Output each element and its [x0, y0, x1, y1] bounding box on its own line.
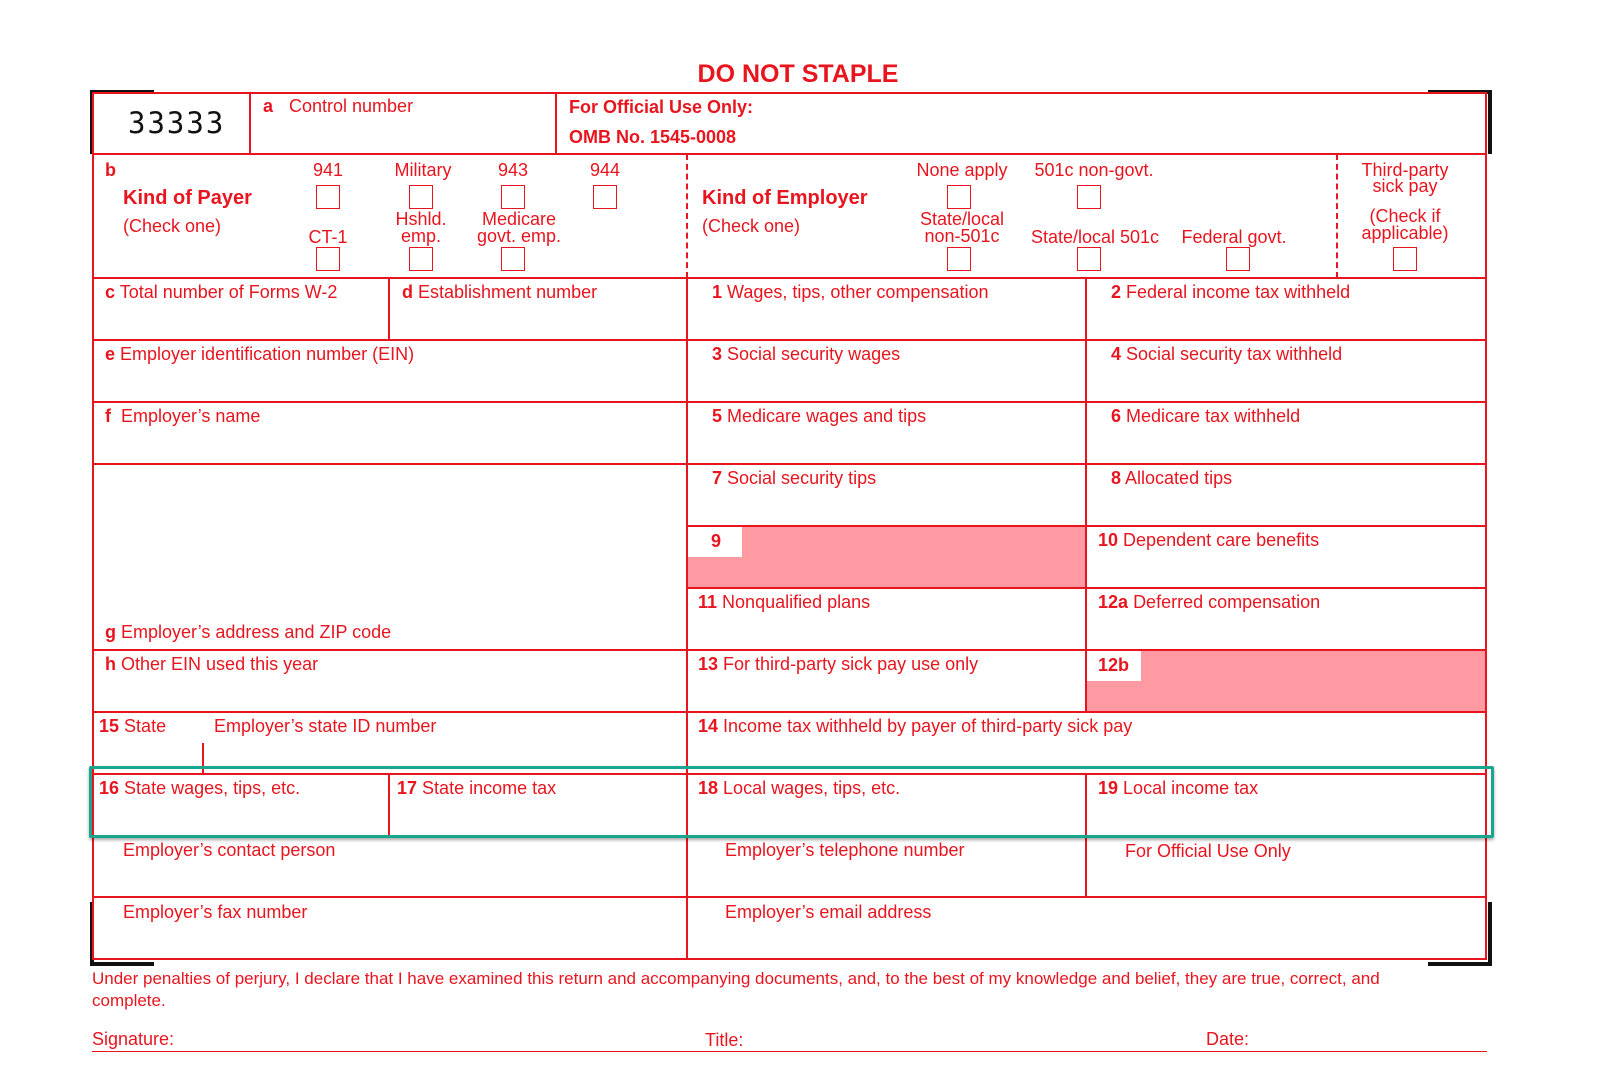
control-letter: a	[263, 96, 274, 116]
payer-hshld-label-1: Hshld.	[395, 209, 447, 229]
box-d-label: d Establishment number	[402, 282, 598, 302]
employer-kind-title: Kind of Employer	[702, 187, 868, 209]
box-h-label: h Other EIN used this year	[105, 654, 319, 674]
employer-none-apply-label: None apply	[916, 160, 1008, 180]
box-h-field[interactable]	[94, 677, 684, 709]
col-line-dashed	[686, 154, 688, 278]
checkbox-military[interactable]	[409, 185, 433, 209]
col-line	[1085, 277, 1087, 711]
checkbox-none-apply[interactable]	[947, 185, 971, 209]
checkbox-944[interactable]	[593, 185, 617, 209]
box-d-field[interactable]	[391, 305, 684, 337]
date-label: Date:	[1206, 1029, 1250, 1049]
row-line	[92, 463, 1487, 465]
fax-field[interactable]	[94, 926, 684, 956]
check-if-label-2: applicable)	[1361, 223, 1449, 243]
payer-letter: b	[105, 160, 116, 180]
title-field[interactable]	[748, 1028, 1188, 1050]
checkbox-state-local-non-501c[interactable]	[947, 247, 971, 271]
employer-501c-label: 501c non-govt.	[1034, 160, 1154, 180]
checkbox-medicare-govt[interactable]	[501, 247, 525, 271]
row-line	[92, 711, 1487, 713]
col-line	[686, 277, 688, 959]
frame-bottom	[92, 958, 1487, 960]
box-5-field[interactable]	[689, 429, 1083, 461]
payer-military-label: Military	[394, 160, 452, 180]
employer-state-local-501c-label: State/local 501c	[1030, 227, 1160, 247]
checkbox-ct1[interactable]	[316, 247, 340, 271]
box-c-label: c Total number of Forms W-2	[105, 282, 338, 302]
box-15-label: 15 State	[99, 716, 167, 736]
third-party-label-2: sick pay	[1372, 176, 1438, 196]
highlight-box	[89, 766, 1494, 838]
state-id-label: Employer’s state ID number	[214, 716, 437, 736]
checkbox-941[interactable]	[316, 185, 340, 209]
checkbox-501c-non-govt[interactable]	[1077, 185, 1101, 209]
box-5-label: 5 Medicare wages and tips	[712, 406, 927, 426]
box-1-label: 1 Wages, tips, other compensation	[712, 282, 989, 302]
payer-ct1-label: CT-1	[308, 227, 348, 247]
checkbox-hshld-emp[interactable]	[409, 247, 433, 271]
box-6-field[interactable]	[1088, 429, 1483, 461]
box-e-label: e Employer identification number (EIN)	[105, 344, 415, 364]
row-line	[92, 896, 1487, 898]
box-12a-label: 12a Deferred compensation	[1098, 592, 1321, 612]
email-label: Employer’s email address	[725, 902, 932, 922]
col-line	[388, 277, 390, 339]
payer-hshld-label-2: emp.	[400, 226, 442, 246]
signature-line	[92, 1051, 1487, 1052]
box-3-label: 3 Social security wages	[712, 344, 901, 364]
checkbox-state-local-501c[interactable]	[1077, 247, 1101, 271]
row-line	[92, 401, 1487, 403]
payer-medicare-label-2: govt. emp.	[476, 226, 562, 246]
box-1-field[interactable]	[689, 305, 1083, 337]
employer-kind-subtitle: (Check one)	[702, 216, 801, 236]
box-12b-number: 12b	[1098, 655, 1130, 675]
box-f-label: f Employer’s name	[105, 406, 261, 426]
checkbox-third-party-sick-pay[interactable]	[1393, 247, 1417, 271]
box-g-label: g Employer’s address and ZIP code	[105, 622, 392, 642]
employer-federal-label: Federal govt.	[1181, 227, 1287, 247]
third-party-label-1: Third-party	[1361, 160, 1449, 180]
row-line	[92, 339, 1487, 341]
signature-field[interactable]	[178, 1028, 688, 1050]
contact-person-field[interactable]	[94, 864, 684, 894]
box-6-label: 6 Medicare tax withheld	[1111, 406, 1301, 426]
signature-label: Signature:	[92, 1029, 175, 1049]
box-16-label: 16 State wages, tips, etc.	[99, 778, 301, 798]
box-11-field[interactable]	[689, 615, 1083, 647]
box-f-field[interactable]	[94, 429, 684, 461]
box-8-label: 8 Allocated tips	[1111, 468, 1233, 488]
box-8-field[interactable]	[1088, 491, 1483, 523]
box-4-label: 4 Social security tax withheld	[1111, 344, 1343, 364]
official-use-label: For Official Use Only:	[569, 97, 754, 117]
box-e-field[interactable]	[94, 367, 684, 399]
check-if-label-1: (Check if	[1369, 206, 1441, 226]
perjury-statement-line-1: Under penalties of perjury, I declare that I have examined this return and accompanying documents, and, to the best of my knowledge and belief, they are true, correct, and	[92, 969, 1380, 988]
employer-state-local-label-1: State/local	[919, 209, 1005, 229]
col-line	[249, 92, 251, 154]
payer-943-label: 943	[497, 160, 529, 180]
checkbox-federal-govt[interactable]	[1226, 247, 1250, 271]
control-number-field[interactable]	[252, 120, 552, 150]
frame-top	[92, 92, 1487, 94]
payer-medicare-label-1: Medicare	[481, 209, 557, 229]
employer-state-local-label-2: non-501c	[924, 226, 1000, 246]
box-9-shaded	[688, 527, 1085, 587]
contact-person-label: Employer’s contact person	[123, 840, 336, 860]
fax-label: Employer’s fax number	[123, 902, 308, 922]
title-label: Title:	[705, 1030, 744, 1050]
box-7-field[interactable]	[689, 491, 1083, 523]
box-2-label: 2 Federal income tax withheld	[1111, 282, 1351, 302]
box-3-field[interactable]	[689, 367, 1083, 399]
box-14-label: 14 Income tax withheld by payer of third-party sick pay	[698, 716, 1133, 736]
box-18-label: 18 Local wages, tips, etc.	[698, 778, 901, 798]
box-g-field[interactable]	[94, 466, 684, 616]
page-title: DO NOT STAPLE	[697, 60, 899, 88]
box-13-field[interactable]	[689, 677, 1083, 709]
row-line	[92, 153, 1487, 155]
box-19-label: 19 Local income tax	[1098, 778, 1259, 798]
box-c-field[interactable]	[94, 305, 386, 337]
telephone-label: Employer’s telephone number	[725, 840, 965, 860]
col-line-dashed	[1336, 154, 1338, 278]
omb-number: OMB No. 1545-0008	[569, 127, 737, 147]
box-12a-field[interactable]	[1088, 615, 1483, 647]
box-12b-shaded	[1087, 651, 1485, 711]
email-field[interactable]	[689, 926, 1483, 956]
box-11-label: 11 Nonqualified plans	[698, 592, 871, 612]
control-number-label: Control number	[289, 96, 414, 116]
telephone-field[interactable]	[689, 864, 1083, 894]
box-7-label: 7 Social security tips	[712, 468, 877, 488]
row-line	[92, 277, 1487, 279]
payer-title: Kind of Payer	[123, 187, 252, 209]
payer-941-label: 941	[312, 160, 344, 180]
official-use-only-label: For Official Use Only	[1125, 841, 1291, 861]
box-10-label: 10 Dependent care benefits	[1098, 530, 1320, 550]
box-10-field[interactable]	[1088, 553, 1483, 585]
box-17-label: 17 State income tax	[397, 778, 557, 798]
perjury-statement-line-2: complete.	[92, 991, 166, 1010]
col-line	[555, 92, 557, 154]
box-9-number: 9	[711, 531, 722, 551]
corner-bracket-top-right	[1428, 90, 1492, 154]
checkbox-943[interactable]	[501, 185, 525, 209]
box-13-label: 13 For third-party sick pay use only	[698, 654, 979, 674]
form-code: 33333	[128, 106, 226, 140]
payer-subtitle: (Check one)	[123, 216, 222, 236]
box-2-field[interactable]	[1088, 305, 1483, 337]
payer-944-label: 944	[589, 160, 621, 180]
date-field[interactable]	[1252, 1028, 1482, 1050]
box-4-field[interactable]	[1088, 367, 1483, 399]
